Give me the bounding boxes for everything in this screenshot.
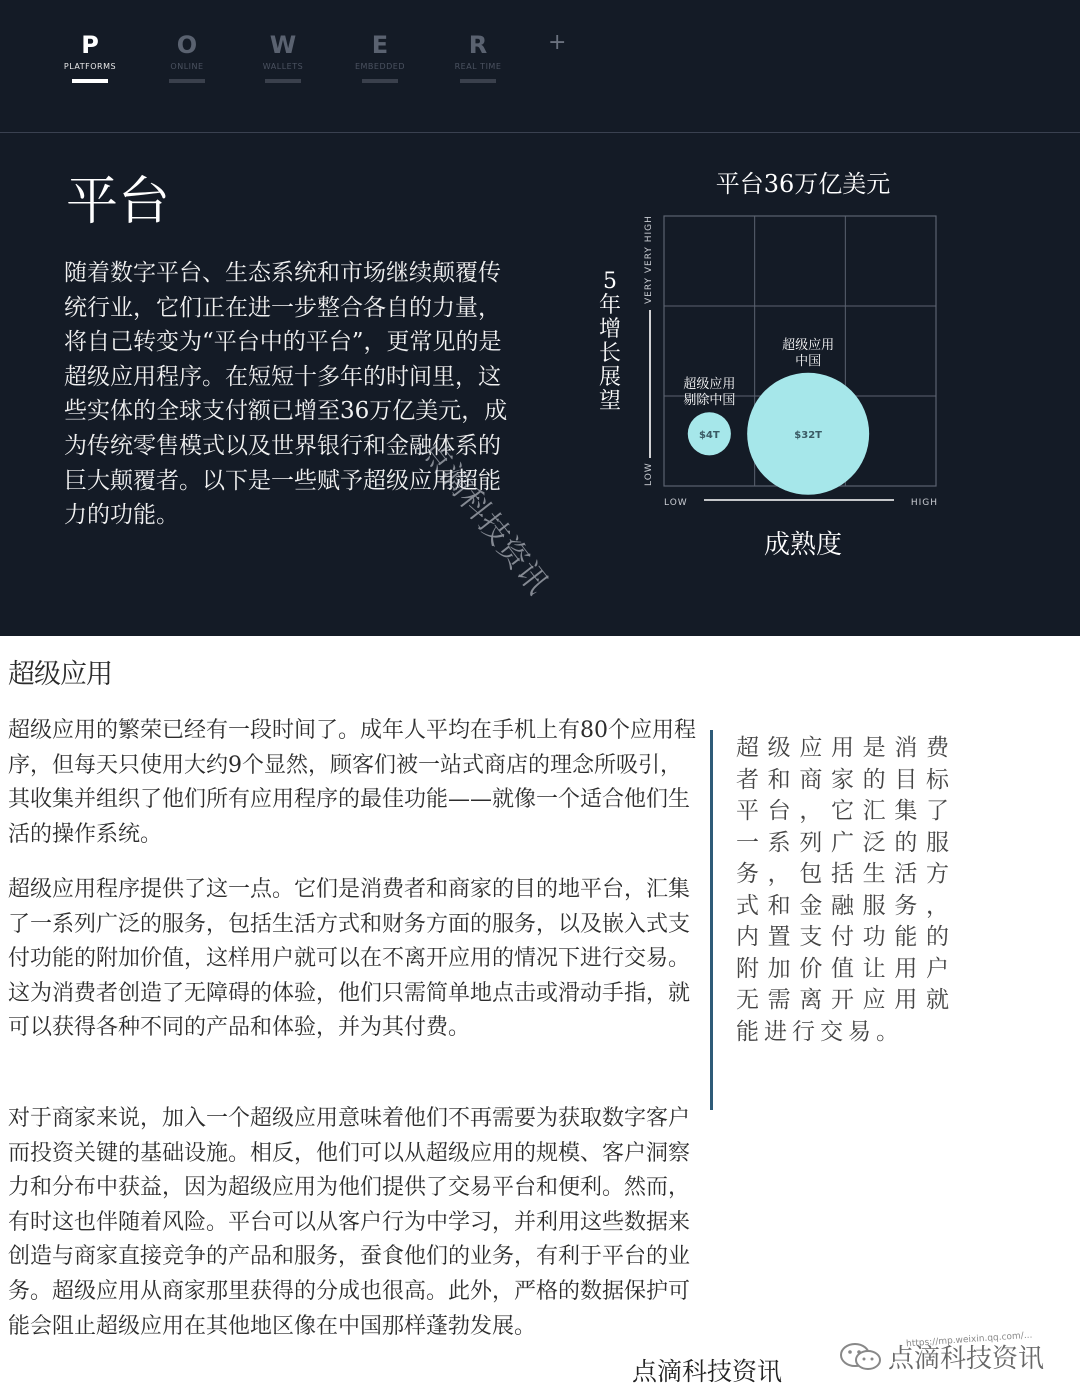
nav-tab-underline (265, 79, 301, 83)
nav-tab-letter: O (176, 31, 198, 59)
chart-title: 平台36万亿美元 (715, 170, 891, 198)
chart-bubbles (683, 337, 869, 495)
nav-tab-underline (460, 79, 496, 83)
nav-plus-icon[interactable]: + (548, 30, 567, 55)
footer-watermark: 点滴科技资讯 (632, 1357, 783, 1386)
wechat-account-name: 点滴科技资讯 (888, 1344, 1045, 1374)
bubble-series-label: 剔除中国 (683, 393, 736, 409)
paragraph-1: 超级应用的繁荣已经有一段时间了。成年人平均在手机上有80个应用程序，但每天只使用大约9个显然，顾客们被一站式商店的理念所吸引，其收集并组织了他们所有应用程序的最佳功能——就像一个适合他们生活的操作系统。 (8, 718, 696, 847)
nav-tab-embedded[interactable] (330, 30, 430, 83)
wechat-icon (838, 1342, 884, 1372)
nav-tab-letter: P (81, 31, 99, 59)
hero-title: 平台 (66, 172, 171, 232)
bubble-value-label: $32T (794, 429, 823, 441)
nav-tab-online[interactable] (137, 30, 237, 83)
wechat-account[interactable] (838, 1338, 1044, 1375)
y-tick-low: LOW (644, 462, 654, 486)
bubble-chart (620, 200, 950, 520)
nav-tab-letter: W (269, 31, 297, 59)
bubble-series-label: 超级应用 (782, 337, 835, 353)
nav-tab-wallets[interactable] (233, 30, 333, 83)
chart-xlabel: 成熟度 (763, 530, 842, 560)
nav-tab-label: REAL TIME (454, 62, 502, 71)
paragraph-2: 超级应用程序提供了这一点。它们是消费者和商家的目的地平台，汇集了一系列广泛的服务，包括生活方式和财务方面的服务，以及嵌入式支付功能的附加价值，这样用户就可以在不离开应用的情况下进行交易。这为消费者创造了无障碍的体验，他们只需简单地点击或滑动手指，就可以获得各种不同的产品和体验，并为其付费。 (8, 877, 691, 1041)
nav-tab-real-time[interactable] (428, 30, 528, 83)
callout-quote: 超级应用是消费者和商家的目标平台，它汇集了一系列广泛的服务，包括生活方式和金融服务，内置支付功能的附加价值让用户无需离开应用就能进行交易。 (736, 735, 954, 1045)
bubble-value-label: $4T (698, 429, 720, 441)
nav-tab-letter: E (371, 31, 389, 59)
chart-ylabel: 5年增长展望 (598, 269, 621, 414)
nav-tab-underline (72, 79, 108, 83)
nav-tab-letter: R (468, 31, 488, 59)
dark-hero-section (0, 0, 1080, 636)
x-tick-high: HIGH (910, 498, 938, 508)
nav-tab-label: EMBEDDED (354, 62, 406, 71)
bubble-series-label: 中国 (795, 353, 822, 369)
footer-url[interactable]: https://mp.weixin.qq.com/... (905, 1330, 1033, 1350)
nav-tab-label: ONLINE (170, 62, 204, 71)
nav-tab-label: WALLETS (262, 62, 304, 71)
y-tick-very-very-high: VERY VERY HIGH (644, 215, 654, 304)
bubble-series-label: 超级应用 (683, 377, 736, 393)
paragraph-3: 对于商家来说，加入一个超级应用意味着他们不再需要为获取数字客户而投资关键的基础设施。相反，他们可以从超级应用的规模、客户洞察力和分布中获益，因为超级应用为他们提供了交易平台和便利。然而，有时这也伴随着风险。平台可以从客户行为中学习，并利用这些数据来创造与商家直接竞争的产品和服务，蚕食他们的业务，有利于平台的业务。超级应用从商家那里获得的分成也很高。此外，严格的数据保护可能会阻止超级应用在其他地区像在中国那样蓬勃发展。 (8, 1106, 691, 1339)
hero-body: 随着数字平台、生态系统和市场继续颠覆传统行业，它们正在进一步整合各自的力量，将自己转变为“平台中的平台”，更常见的是超级应用程序。在短短十多年的时间里，这些实体的全球支付额已增至36万亿美元，成为传统零售模式以及世界银行和金融体系的巨大颠覆者。以下是一些赋予超级应用超能力的功能。 (64, 260, 508, 529)
nav-tab-label: PLATFORMS (63, 62, 117, 71)
callout-divider (710, 730, 713, 1110)
diagonal-watermark: 点滴科技资讯 (413, 433, 556, 602)
nav-tab-underline (362, 79, 398, 83)
section-title: 超级应用 (8, 659, 112, 690)
nav-tab-underline (169, 79, 205, 83)
x-tick-low: LOW (664, 498, 688, 508)
nav-tab-platforms[interactable] (40, 30, 140, 83)
power-nav (0, 0, 1080, 133)
